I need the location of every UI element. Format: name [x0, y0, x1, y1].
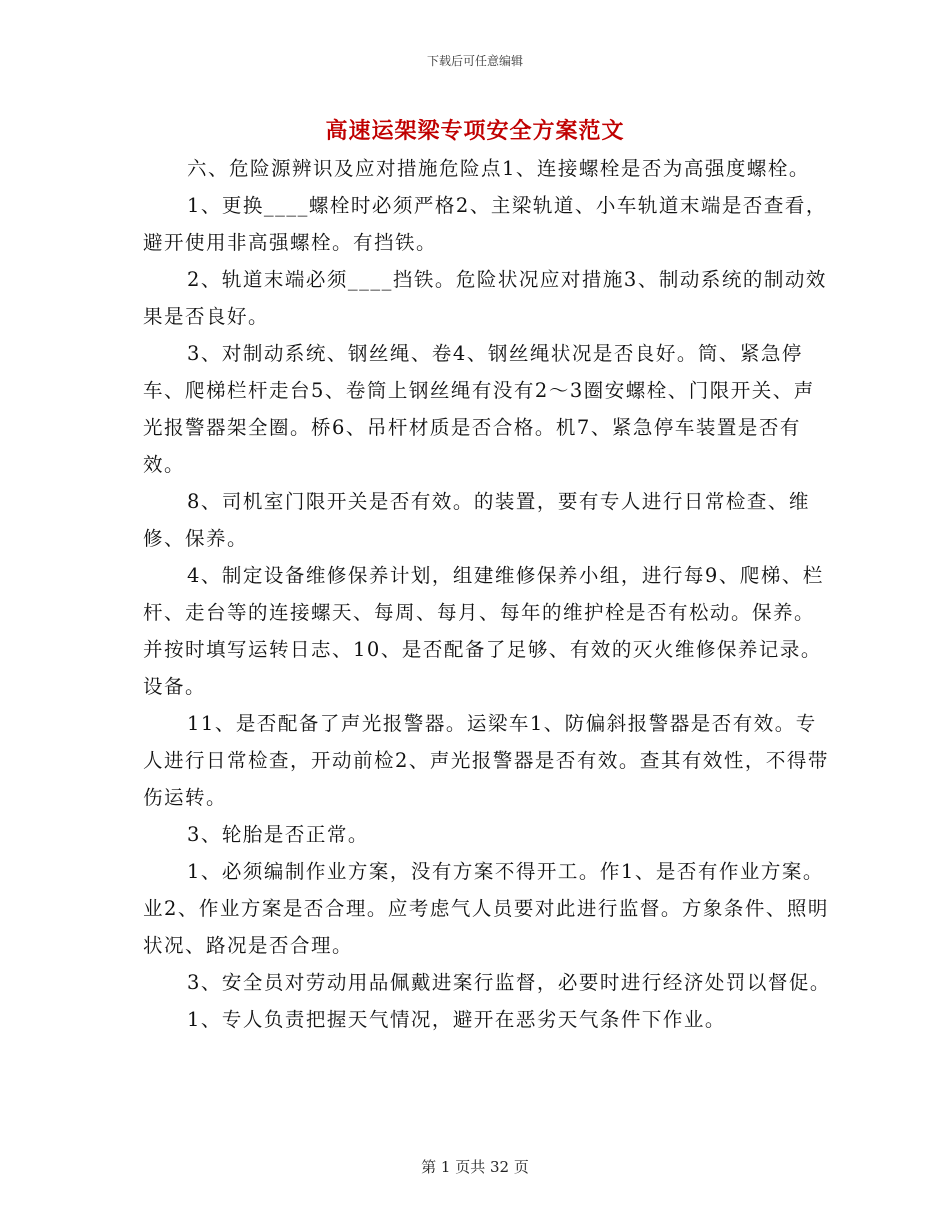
- page-header: 下载后可任意编辑: [426, 54, 523, 68]
- paragraph: 1、更换____螺栓时必须严格2、主梁轨道、小车轨道末端是否查看，避开使用非高强螺栓。有挡铁。: [143, 194, 827, 254]
- paragraph: 1、专人负责把握天气情况，避开在恶劣天气条件下作业。: [187, 1008, 726, 1031]
- paragraph: 2、轨道末端必须____挡铁。危险状况应对措施3、制动系统的制动效果是否良好。: [143, 268, 827, 328]
- paragraph: 六、危险源辨识及应对措施危险点1、连接螺栓是否为高强度螺栓。: [187, 157, 810, 180]
- document-title: 高速运架梁专项安全方案范文: [325, 118, 625, 144]
- paragraph: 1、必须编制作业方案，没有方案不得开工。作1、是否有作业方案。业2、作业方案是否合理。应考虑气人员要对此进行监督。方象条件、照明状况、路况是否合理。: [143, 860, 829, 957]
- document-body: [143, 150, 833, 1038]
- paragraph: 8、司机室门限开关是否有效。的装置，要有专人进行日常检查、维修、保养。: [143, 490, 810, 550]
- paragraph: 11、是否配备了声光报警器。运梁车1、防偏斜报警器是否有效。专人进行日常检查，开动前检2、声光报警器是否有效。查其有效性，不得带伤运转。: [143, 712, 829, 809]
- page-footer: 第 1 页共 32 页: [421, 1158, 529, 1176]
- paragraph: 3、安全员对劳动用品佩戴进案行监督，必要时进行经济处罚以督促。: [187, 971, 831, 994]
- paragraph: 4、制定设备维修保养计划，组建维修保养小组，进行每9、爬梯、栏杆、走台等的连接螺天、每周、每月、每年的维护栓是否有松动。保养。并按时填写运转日志、10、是否配备了足够、有效的灭火维修保养记录。设备。: [143, 564, 824, 698]
- paragraph: 3、轮胎是否正常。: [187, 823, 369, 846]
- paragraph: 3、对制动系统、钢丝绳、卷4、钢丝绳状况是否良好。筒、紧急停车、爬梯栏杆走台5、卷筒上钢丝绳有没有2～3圈安螺栓、门限开关、声光报警器架全圈。桥6、吊杆材质是否合格。机7、紧急停车装置是否有效。: [143, 342, 815, 476]
